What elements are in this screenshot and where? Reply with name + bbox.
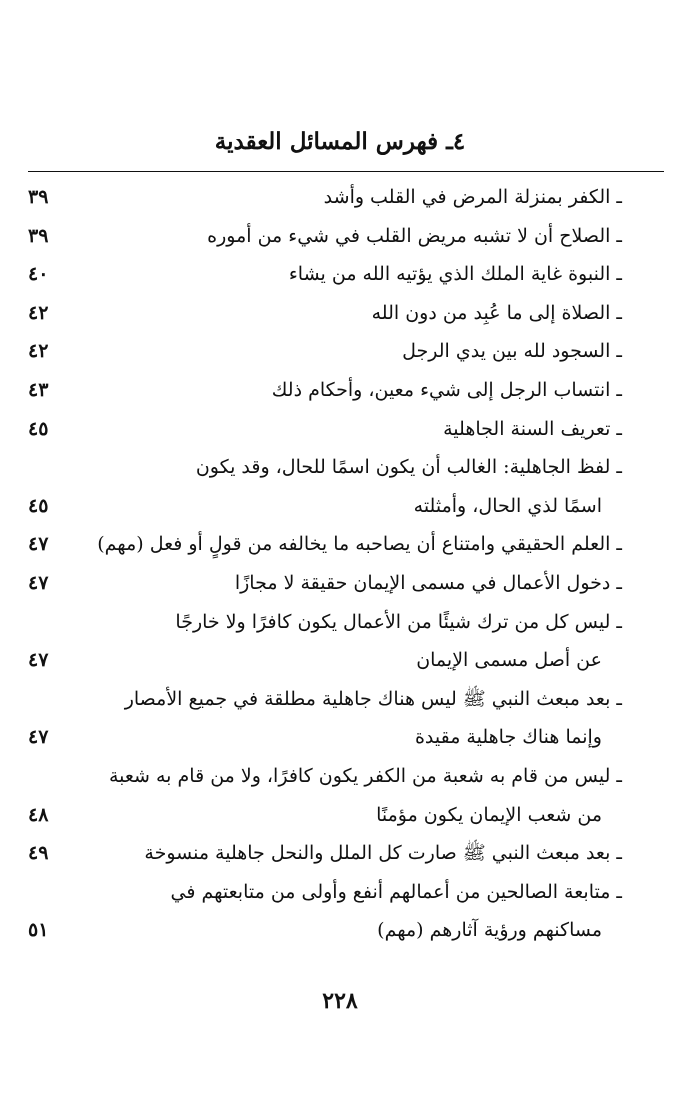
entry-page-number: ٤٧ (28, 533, 49, 556)
entry-text-continuation: من شعب الإيمان يكون مؤمنًا (376, 803, 602, 826)
entry-text-continuation: اسمًا لذي الحال، وأمثلته (413, 494, 602, 517)
entry-page-number: ٤٩ (28, 842, 49, 865)
entry-text-continuation: عن أصل مسمى الإيمان (416, 649, 602, 672)
entry-text: ـ النبوة غاية الملك الذي يؤتيه الله من يشاء (288, 263, 622, 286)
index-entry (28, 603, 664, 642)
index-entry (28, 680, 664, 719)
index-entry (28, 294, 664, 333)
entry-page-number: ٤٨ (28, 803, 49, 826)
entry-text: ـ ليس من قام به شعبة من الكفر يكون كافرًا، ولا من قام به شعبة (108, 764, 622, 787)
index-entry (28, 564, 664, 603)
title-divider (28, 171, 664, 172)
entry-text: ـ تعريف السنة الجاهلية (443, 417, 622, 440)
index-entry (28, 178, 664, 217)
entry-text: ـ الصلاح أن لا تشبه مريض القلب في شيء من أموره (207, 224, 622, 247)
entry-page-number: ٤٧ (28, 571, 49, 594)
entry-text: ـ الكفر بمنزلة المرض في القلب وأشد (323, 186, 622, 208)
entry-text: ـ بعد مبعث النبي ﷺ صارت كل الملل والنحل جاهلية منسوخة (144, 842, 622, 865)
entry-text: ـ العلم الحقيقي وامتناع أن يصاحبه ما يخالفه من قولٍ أو فعل (مهم) (97, 533, 622, 556)
entry-page-number: ٤٢ (28, 340, 49, 363)
entry-text: ـ دخول الأعمال في مسمى الإيمان حقيقة لا مجازًا (234, 571, 622, 594)
entry-page-number: ٤٥ (28, 417, 49, 440)
entry-page-number: ٤٥ (28, 494, 49, 517)
entry-text: ـ لفظ الجاهلية: الغالب أن يكون اسمًا للحال، وقد يكون (195, 456, 622, 479)
entry-text: ـ ليس كل من ترك شيئًا من الأعمال يكون كافرًا ولا خارجًا (175, 610, 622, 633)
entry-page-number: ٤٠ (28, 263, 49, 286)
index-entry (28, 371, 664, 410)
index-entry (28, 525, 664, 564)
index-entry (28, 796, 664, 835)
entry-page-number: ٤٧ (28, 649, 49, 672)
entry-page-number: ٤٣ (28, 378, 49, 401)
entry-text: ـ السجود لله بين يدي الرجل (402, 340, 622, 363)
entry-page-number: ٣٩ (28, 224, 49, 247)
page-number: ٢٢٨ (322, 988, 358, 1014)
entry-page-number: ٥١ (28, 919, 49, 942)
index-entry (28, 641, 664, 680)
entry-page-number: ٣٩ (28, 186, 49, 208)
entry-text: ـ انتساب الرجل إلى شيء معين، وأحكام ذلك (271, 378, 622, 401)
index-entry (28, 718, 664, 757)
index-list (28, 178, 664, 950)
page-title: ٤ـ فهرس المسائل العقدية (214, 128, 466, 155)
entry-text-continuation: مساكنهم ورؤية آثارهم (مهم) (377, 919, 602, 942)
index-entry (28, 757, 664, 796)
index-entry (28, 410, 664, 449)
entry-page-number: ٤٧ (28, 726, 49, 749)
index-entry (28, 448, 664, 487)
entry-text: ـ الصلاة إلى ما عُبِد من دون الله (371, 301, 622, 324)
index-entry (28, 911, 664, 950)
index-entry (28, 873, 664, 912)
index-entry (28, 217, 664, 256)
entry-page-number: ٤٢ (28, 301, 49, 324)
index-entry (28, 834, 664, 873)
entry-text-continuation: وإنما هناك جاهلية مقيدة (414, 726, 602, 749)
entry-text: ـ بعد مبعث النبي ﷺ ليس هناك جاهلية مطلقة في جميع الأمصار (124, 687, 622, 710)
index-entry (28, 487, 664, 526)
index-entry (28, 332, 664, 371)
entry-text: ـ متابعة الصالحين من أعمالهم أنفع وأولى من متابعتهم في (170, 880, 622, 903)
index-entry (28, 255, 664, 294)
